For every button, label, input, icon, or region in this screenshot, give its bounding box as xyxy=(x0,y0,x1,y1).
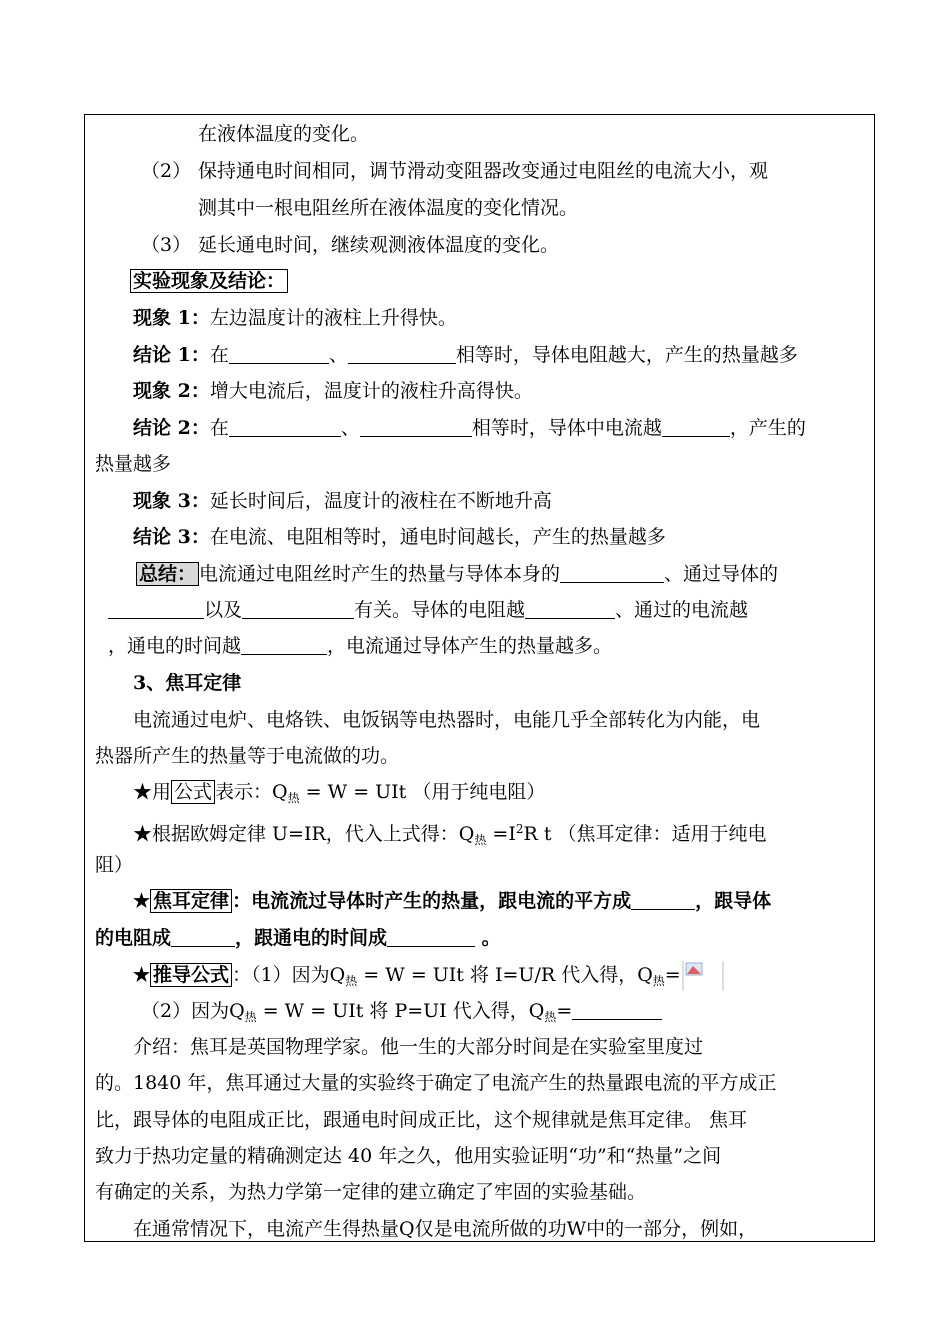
text-line: 介绍：焦耳是英国物理学家。他一生的大部分时间是在实验室里度过 xyxy=(133,1036,704,1058)
text-line: 致力于热功定量的精确测定达 40 年之久，他用实验证明“功”和“热量”之间 xyxy=(95,1145,722,1167)
fill-blank[interactable] xyxy=(108,598,204,619)
text-line: 在液体温度的变化。 xyxy=(198,123,370,145)
text-line: 电流通过电炉、电烙铁、电饭锅等电热器时，电能几乎全部转化为内能，电 xyxy=(133,709,761,731)
fill-blank[interactable] xyxy=(525,598,615,619)
summary-label: 总结： xyxy=(136,562,199,586)
text-line: 现象 1：左边温度计的液柱上升得快。 xyxy=(133,307,457,329)
fill-blank[interactable] xyxy=(387,926,475,947)
text-line: ，通电的时间越 ，电流通过导体产生的热量越多。 xyxy=(108,635,613,657)
text-line: 保持通电时间相同，调节滑动变阻器改变通过电阻丝的电流大小，观 xyxy=(198,160,769,182)
text-line: 总结： 电流通过电阻丝时产生的热量与导体本身的 、通过导体的 xyxy=(136,561,778,587)
text-line: 阻） xyxy=(95,854,134,876)
formula-line: ★用 公式 表示：$Q_热 = W$ = UIt （用于纯电阻） xyxy=(133,781,546,805)
formula-line: （2）因为$Q_热 = W$ = UIt 将 P=UI 代入得，$Q_热=$ xyxy=(141,998,662,1030)
formula-box: 公式 xyxy=(171,780,215,804)
text-line: 结论 3：在电流、电阻相等时，通电时间越长，产生的热量越多 xyxy=(133,526,666,548)
law-line: 的电阻成 ，跟通电的时间成 。 xyxy=(95,927,501,949)
text-line: 有确定的关系，为热力学第一定律的建立确定了牢固的实验基础。 xyxy=(95,1181,647,1203)
text-line: 结论 1：在 、 相等时，导体电阻越大，产生的热量越多 xyxy=(133,344,798,366)
fill-blank[interactable] xyxy=(241,634,327,655)
text-line: 在通常情况下，电流产生得热量Q仅是电流所做的功W中的一部分，例如， xyxy=(133,1218,758,1240)
heading-box: 实验现象及结论： xyxy=(130,269,288,293)
fill-blank[interactable] xyxy=(229,343,329,364)
text-line: 结论 2：在 、 相等时，导体中电流越 ，产生的 xyxy=(133,417,806,439)
text-line: 延长通电时间，继续观测液体温度的变化。 xyxy=(198,234,560,256)
fill-blank[interactable] xyxy=(662,416,730,437)
formula-line: ★ 推导公式 ：（1）因为$Q_热 = W$ = UIt 将 I=U/R 代入得，$Q_热=$ xyxy=(133,961,725,994)
fill-blank[interactable] xyxy=(348,343,456,364)
text-line: 测其中一根电阻丝所在液体温度的变化情况。 xyxy=(198,197,579,219)
formula-object-icon xyxy=(681,961,725,991)
text-line: 现象 2：增大电流后，温度计的液柱升高得快。 xyxy=(133,380,533,402)
fill-blank[interactable] xyxy=(572,999,662,1020)
text-line: 比，跟导体的电阻成正比，跟通电时间成正比，这个规律就是焦耳定律。 焦耳 xyxy=(95,1109,748,1131)
fill-blank[interactable] xyxy=(631,889,695,910)
fill-blank[interactable] xyxy=(560,562,664,583)
text-line: 现象 3：延长时间后，温度计的液柱在不断地升高 xyxy=(133,490,552,512)
section-title: 3、焦耳定律 xyxy=(133,672,242,694)
fill-blank[interactable] xyxy=(360,416,472,437)
section-heading xyxy=(130,268,288,294)
step-number: （2） xyxy=(141,160,192,182)
fill-blank[interactable] xyxy=(229,416,341,437)
derive-box: 推导公式 xyxy=(150,963,232,987)
text-line: 热器所产生的热量等于电流做的功。 xyxy=(95,745,400,767)
law-box: 焦耳定律 xyxy=(150,889,232,913)
fill-blank[interactable] xyxy=(242,598,354,619)
formula-line: ★根据欧姆定律 U=IR，代入上式得：$Q_热 =I^2R$ t （焦耳定律：适用于纯电 xyxy=(133,822,767,847)
law-line: ★ 焦耳定律 ：电流流过导体时产生的热量，跟电流的平方成 ，跟导体 xyxy=(133,890,772,912)
fill-blank[interactable] xyxy=(171,926,235,947)
text-line: 以及 有关。导体的电阻越 、通过的电流越 xyxy=(108,597,748,623)
step-number: （3） xyxy=(141,234,192,256)
text-line: 的。1840 年，焦耳通过大量的实验终于确定了电流产生的热量跟电流的平方成正 xyxy=(95,1072,777,1094)
text-line: 热量越多 xyxy=(95,453,172,475)
